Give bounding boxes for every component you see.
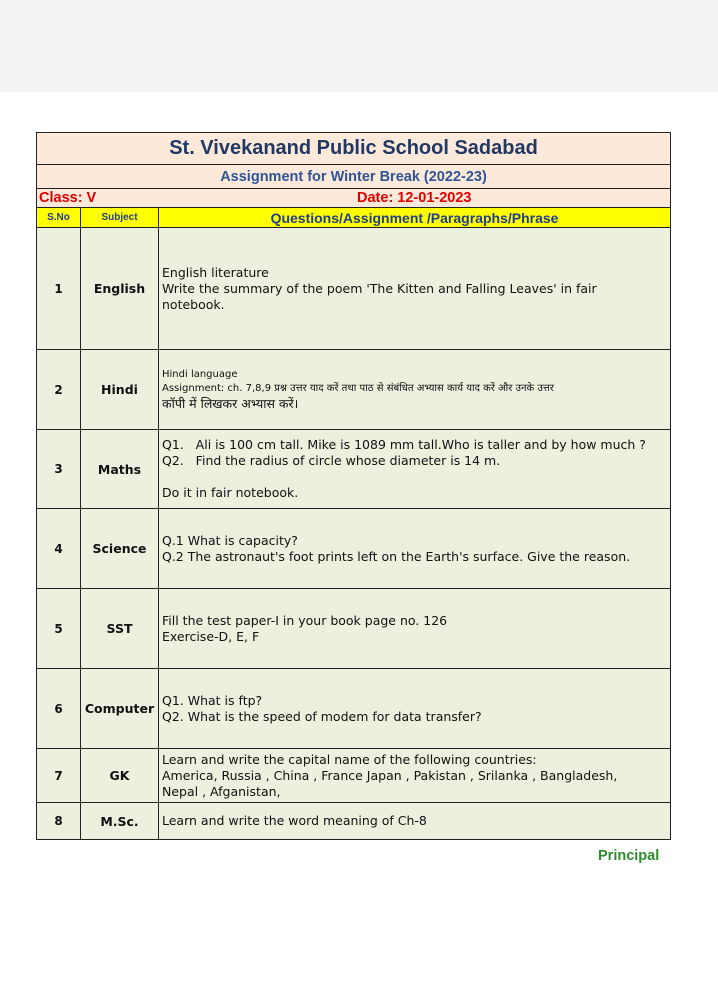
table-row: [37, 509, 671, 589]
header-questions: Questions/Assignment /Paragraphs/Phrase: [159, 208, 671, 228]
question-line: Assignment: ch. 7,8,9 प्रश्न उत्तर याद करें तथा पाठ से संबंधित अभ्यास कार्य याद करें और उनके उत्तर: [162, 382, 554, 394]
question-line: Q.1 What is capacity?: [162, 532, 298, 548]
header-row: [37, 208, 671, 228]
question-line: Learn and write the word meaning of Ch-8: [162, 813, 427, 828]
title-row: [37, 133, 671, 165]
assignment-title: Assignment for Winter Break (2022-23): [37, 165, 671, 189]
row-sno: 3: [37, 430, 81, 509]
school-name: St. Vivekanand Public School Sadabad: [37, 133, 671, 165]
row-questions: [159, 589, 671, 669]
row-subject: M.Sc.: [81, 803, 159, 840]
table-row: [37, 350, 671, 430]
row-questions: [159, 669, 671, 749]
question-line: Exercise-D, E, F: [162, 628, 260, 644]
row-sno: 7: [37, 749, 81, 803]
question-line: America, Russia , China , France Japan , Pakistan , Srilanka , Bangladesh,: [162, 767, 618, 783]
header-sno: S.No: [37, 208, 81, 228]
question-line: Write the summary of the poem 'The Kitten and Falling Leaves' in fair: [162, 280, 597, 296]
class-label: Class: V: [37, 189, 159, 208]
row-questions: [159, 749, 671, 803]
row-questions: [159, 430, 671, 509]
table-row: [37, 589, 671, 669]
top-bar: [0, 0, 718, 92]
principal-signature: Principal: [598, 848, 660, 864]
row-questions: [159, 509, 671, 589]
question-line: notebook.: [162, 296, 225, 312]
row-questions: [159, 350, 671, 430]
row-sno: 2: [37, 350, 81, 430]
row-subject: Computer: [81, 669, 159, 749]
header-subject: Subject: [81, 208, 159, 228]
row-sno: 1: [37, 228, 81, 350]
question-line: Do it in fair notebook.: [162, 485, 299, 500]
question-line: English literature: [162, 264, 269, 280]
table-row: [37, 749, 671, 803]
question-line: Nepal , Afganistan,: [162, 783, 281, 799]
class-date-row: [37, 189, 671, 208]
subtitle-row: [37, 165, 671, 189]
row-subject: Maths: [81, 430, 159, 509]
table-row: [37, 430, 671, 509]
table-row: [37, 803, 671, 840]
question-line: Q1. Ali is 100 cm tall. Mike is 1089 mm tall.Who is taller and by how much ?: [162, 437, 646, 452]
question-line: Q1. What is ftp?: [162, 692, 263, 708]
question-line: Q2. Find the radius of circle whose diameter is 14 m.: [162, 453, 501, 468]
assignment-table: [36, 132, 671, 840]
table-row: [37, 228, 671, 350]
question-line: Q.2 The astronaut's foot prints left on the Earth's surface. Give the reason.: [162, 548, 631, 564]
question-line: Q2. What is the speed of modem for data transfer?: [162, 708, 482, 724]
question-line: कॉपी में लिखकर अभ्यास करें।: [162, 395, 299, 411]
row-sno: 5: [37, 589, 81, 669]
row-sno: 4: [37, 509, 81, 589]
question-line: Fill the test paper-I in your book page no. 126: [162, 612, 448, 628]
row-sno: 8: [37, 803, 81, 840]
row-subject: Hindi: [81, 350, 159, 430]
row-subject: English: [81, 228, 159, 350]
table-row: [37, 669, 671, 749]
question-line: Hindi language: [162, 368, 238, 380]
question-line: Learn and write the capital name of the following countries:: [162, 751, 537, 767]
row-subject: Science: [81, 509, 159, 589]
row-questions: [159, 803, 671, 840]
row-sno: 6: [37, 669, 81, 749]
row-questions: [159, 228, 671, 350]
row-subject: GK: [81, 749, 159, 803]
question-line: [162, 469, 670, 485]
row-subject: SST: [81, 589, 159, 669]
date-label: Date: 12-01-2023: [159, 189, 671, 208]
